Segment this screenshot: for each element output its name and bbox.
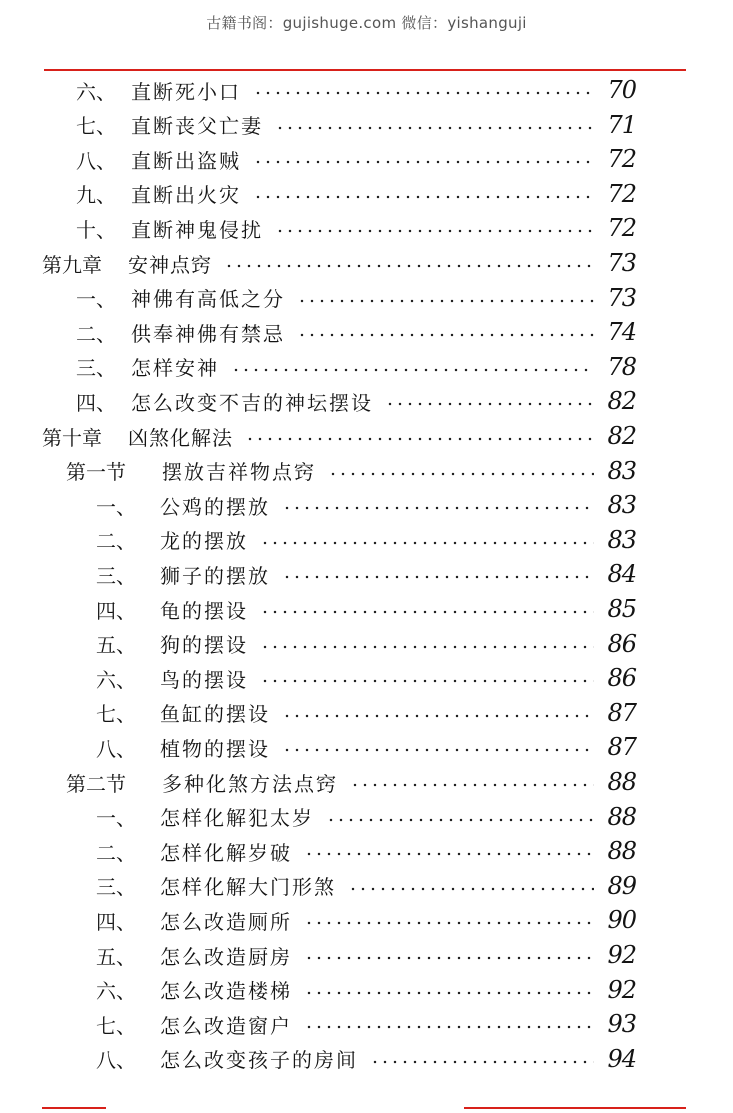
toc-entry-number: 七、 xyxy=(76,114,116,139)
dot-leader xyxy=(304,852,594,856)
toc-entry xyxy=(76,142,636,176)
toc-entry xyxy=(96,661,636,695)
toc-entry xyxy=(96,488,636,522)
toc-entry xyxy=(96,973,636,1007)
dot-leader xyxy=(297,299,594,303)
toc-entry xyxy=(96,1007,636,1041)
toc-entry-number: 七、 xyxy=(96,1013,136,1038)
toc-entry-page-number: 82 xyxy=(607,387,636,416)
toc-entry-page-number: 90 xyxy=(607,906,636,935)
toc-entry-number: 八、 xyxy=(76,148,116,173)
toc-entry-title: 狗的摆设 xyxy=(160,633,248,658)
dot-leader xyxy=(245,437,594,441)
dot-leader xyxy=(328,472,594,476)
toc-entry-page-number: 82 xyxy=(607,422,636,450)
toc-entry xyxy=(76,350,636,384)
toc-entry-number: 六、 xyxy=(96,667,136,692)
toc-entry-title: 怎样化解大门形煞 xyxy=(160,875,336,900)
dot-leader xyxy=(275,126,594,130)
watermark-text: 古籍书阁：gujishuge.com 微信：yishanguji xyxy=(206,14,527,32)
toc-entry-number: 第二节 xyxy=(66,771,126,796)
toc-entry xyxy=(76,315,636,349)
toc-entry xyxy=(96,1042,636,1076)
toc-entry-title: 怎么改造厨房 xyxy=(160,944,292,969)
toc-entry xyxy=(96,938,636,972)
toc-entry-number: 七、 xyxy=(96,702,136,727)
bottom-left-red-rule xyxy=(42,1107,106,1109)
toc-entry xyxy=(96,730,636,764)
toc-entry-title: 多种化煞方法点窍 xyxy=(162,771,338,796)
toc-entry-page-number: 88 xyxy=(607,768,636,796)
toc-entry-page-number: 94 xyxy=(607,1044,636,1073)
toc-entry xyxy=(66,454,636,488)
toc-entry-page-number: 92 xyxy=(607,941,636,969)
toc-entry xyxy=(96,627,636,661)
dot-leader xyxy=(350,783,594,787)
dot-leader xyxy=(370,1060,594,1064)
toc-entry-number: 四、 xyxy=(96,598,136,623)
toc-entry-number: 八、 xyxy=(96,1048,136,1073)
toc-entry-title: 直断出火灾 xyxy=(131,183,241,208)
toc-entry-page-number: 78 xyxy=(607,352,636,381)
toc-entry xyxy=(66,765,636,799)
dot-leader xyxy=(224,264,594,268)
toc-entry xyxy=(76,384,636,418)
toc-entry-number: 三、 xyxy=(96,875,136,900)
toc-entry-number: 第九章 xyxy=(42,252,102,277)
toc-entry-title: 神佛有高低之分 xyxy=(131,287,285,312)
toc-entry-title: 供奉神佛有禁忌 xyxy=(131,321,285,346)
toc-entry-title: 怎么改造窗户 xyxy=(160,1013,292,1038)
toc-entry-page-number: 71 xyxy=(607,110,636,139)
toc-entry-page-number: 73 xyxy=(607,249,636,277)
toc-entry-page-number: 86 xyxy=(607,629,636,658)
toc-entry-title: 安神点窍 xyxy=(128,252,212,277)
toc-entry-title: 怎么改变不吉的神坛摆设 xyxy=(131,390,373,415)
toc-entry-number: 二、 xyxy=(96,529,136,554)
toc-entry-number: 一、 xyxy=(76,287,116,312)
toc-entry-number: 六、 xyxy=(96,979,136,1004)
toc-entry-page-number: 89 xyxy=(607,871,636,900)
toc-entry xyxy=(96,696,636,730)
toc-entry-title: 直断神鬼侵扰 xyxy=(131,217,263,242)
toc-entry-page-number: 73 xyxy=(607,283,636,312)
toc-entry-number: 三、 xyxy=(96,563,136,588)
toc-entry-number: 第一节 xyxy=(66,460,126,485)
toc-entry-number: 六、 xyxy=(76,79,116,104)
dot-leader xyxy=(260,541,594,545)
dot-leader xyxy=(282,748,594,752)
toc-entry-page-number: 83 xyxy=(607,456,636,485)
toc-entry xyxy=(96,834,636,868)
dot-leader xyxy=(231,368,594,372)
toc-entry-title: 公鸡的摆放 xyxy=(160,494,270,519)
toc-entry-page-number: 87 xyxy=(607,733,636,762)
toc-entry-number: 一、 xyxy=(96,806,136,831)
toc-entry-page-number: 72 xyxy=(607,145,636,174)
dot-leader xyxy=(304,956,594,960)
toc-entry-page-number: 72 xyxy=(607,214,636,243)
toc-entry-title: 直断出盗贼 xyxy=(131,148,241,173)
toc-entry-number: 四、 xyxy=(76,390,116,415)
toc-entry-number: 五、 xyxy=(96,633,136,658)
dot-leader xyxy=(275,229,594,233)
toc-entry-page-number: 85 xyxy=(607,595,636,623)
dot-leader xyxy=(304,921,594,925)
dot-leader xyxy=(282,575,594,579)
toc-entry xyxy=(42,246,636,280)
toc-entry-number: 二、 xyxy=(96,840,136,865)
toc-entry xyxy=(96,592,636,626)
dot-leader xyxy=(282,714,594,718)
dot-leader xyxy=(385,402,594,406)
top-red-rule xyxy=(44,69,686,71)
toc-entry-title: 凶煞化解法 xyxy=(128,425,233,450)
toc-entry xyxy=(96,800,636,834)
dot-leader xyxy=(304,991,594,995)
dot-leader xyxy=(282,506,594,510)
toc-entry-title: 直断死小口 xyxy=(131,79,241,104)
toc-entry-page-number: 87 xyxy=(607,698,636,727)
toc-entry-page-number: 70 xyxy=(607,76,636,104)
toc-entry-number: 四、 xyxy=(96,909,136,934)
dot-leader xyxy=(260,679,594,683)
toc-entry-title: 摆放吉祥物点窍 xyxy=(162,460,316,485)
toc-entry-number: 三、 xyxy=(76,356,116,381)
dot-leader xyxy=(253,195,594,199)
toc-entry xyxy=(76,108,636,142)
toc-entry xyxy=(96,523,636,557)
toc-entry xyxy=(96,903,636,937)
toc-entry-page-number: 93 xyxy=(607,1010,636,1039)
toc-entry xyxy=(76,73,636,107)
toc-entry-number: 五、 xyxy=(96,944,136,969)
toc-entry-page-number: 83 xyxy=(607,491,636,520)
toc-entry xyxy=(96,869,636,903)
dot-leader xyxy=(260,645,594,649)
toc-entry-title: 怎样化解岁破 xyxy=(160,840,292,865)
toc-entry-title: 怎么改变孩子的房间 xyxy=(160,1048,358,1073)
dot-leader xyxy=(260,610,594,614)
toc-entry-number: 第十章 xyxy=(42,425,102,450)
dot-leader xyxy=(348,887,594,891)
toc-entry-page-number: 84 xyxy=(607,560,636,589)
toc-entry xyxy=(96,557,636,591)
toc-entry-title: 植物的摆设 xyxy=(160,736,270,761)
dot-leader xyxy=(253,160,594,164)
toc-entry-page-number: 72 xyxy=(607,179,636,208)
toc-entry-number: 十、 xyxy=(76,217,116,242)
toc-entry-title: 直断丧父亡妻 xyxy=(131,114,263,139)
toc-entry-number: 九、 xyxy=(76,183,116,208)
toc-entry-number: 一、 xyxy=(96,494,136,519)
dot-leader xyxy=(297,333,594,337)
toc-entry-page-number: 86 xyxy=(607,664,636,693)
toc-entry-title: 龟的摆设 xyxy=(160,598,248,623)
dot-leader xyxy=(326,818,594,822)
toc-entry-title: 鸟的摆设 xyxy=(160,667,248,692)
toc-entry-title: 狮子的摆放 xyxy=(160,563,270,588)
toc-entry-number: 二、 xyxy=(76,321,116,346)
toc-entry-page-number: 88 xyxy=(607,837,636,866)
toc-entry-title: 怎么改造楼梯 xyxy=(160,979,292,1004)
toc-entry-title: 怎么改造厕所 xyxy=(160,909,292,934)
toc-entry-title: 龙的摆放 xyxy=(160,529,248,554)
dot-leader xyxy=(304,1025,594,1029)
toc-entry-number: 八、 xyxy=(96,736,136,761)
toc-entry-page-number: 92 xyxy=(607,975,636,1004)
toc-entry-page-number: 83 xyxy=(607,525,636,554)
toc-entry-title: 怎样化解犯太岁 xyxy=(160,806,314,831)
bottom-right-red-rule xyxy=(464,1107,686,1109)
toc-entry xyxy=(76,281,636,315)
toc-entry xyxy=(76,211,636,245)
toc-entry xyxy=(42,419,636,453)
toc-entry-title: 鱼缸的摆设 xyxy=(160,702,270,727)
dot-leader xyxy=(253,91,594,95)
toc-entry-title: 怎样安神 xyxy=(131,356,219,381)
toc-entry-page-number: 88 xyxy=(607,802,636,831)
toc-entry-page-number: 74 xyxy=(607,318,636,347)
toc-entry xyxy=(76,177,636,211)
